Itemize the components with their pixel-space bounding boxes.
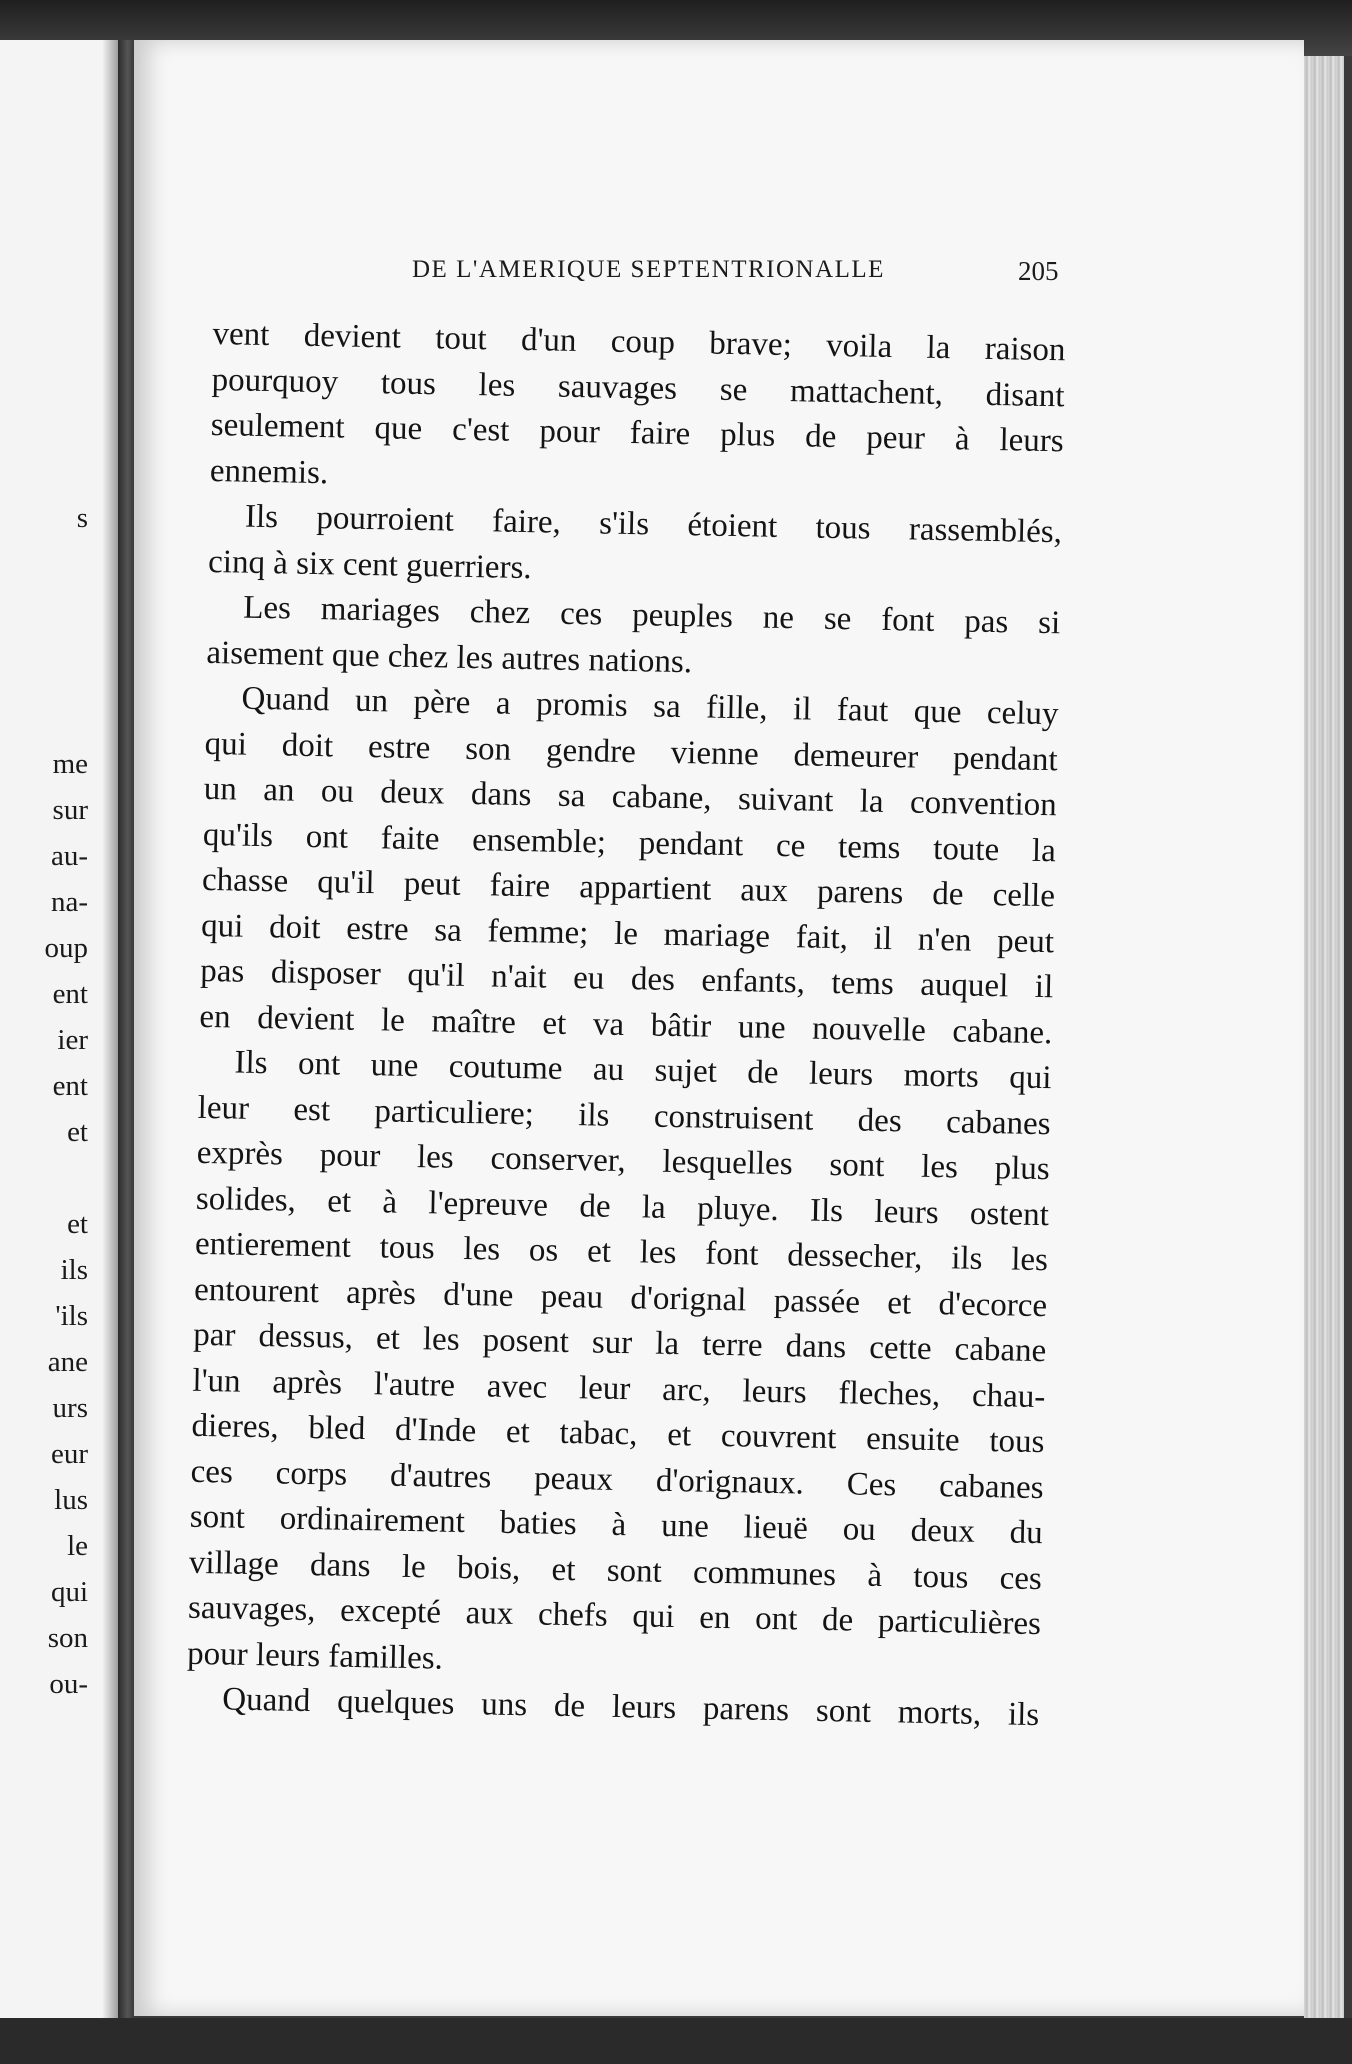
text-line: seulement que c'est pour faire plus de peur à leurs — [210, 406, 1065, 460]
text-line: ennemis. — [209, 452, 329, 491]
running-head: DE L'AMERIQUE SEPTENTRIONALLE — [412, 256, 885, 283]
text-line: Ils pourroient faire, s'ils étoient tous rassemblés, — [244, 498, 1063, 551]
text-line: leur est particuliere; ils construisent des cabanes — [197, 1089, 1051, 1142]
text-line: chasse qu'il peut faire appartient aux parens de celle — [201, 861, 1056, 915]
facing-page-fragment: ane — [47, 1346, 88, 1378]
text-line: Les mariages chez ces peuples ne se font pas si — [242, 589, 1061, 642]
text-line: qu'ils ont faite ensemble; pendant ce tems toute la — [202, 816, 1057, 869]
facing-page-fragment: oup — [44, 932, 88, 964]
facing-page-fragment: le — [67, 1530, 88, 1562]
page-edges — [1304, 56, 1344, 2018]
text-line: dieres, bled d'Inde et tabac, et couvrent ensuite tous — [191, 1407, 1045, 1461]
facing-page-fragment: au- — [50, 840, 88, 872]
text-line: Quand quelques uns de leurs parens sont morts, ils — [222, 1681, 1040, 1734]
text-line: Quand un père a promis sa fille, il faut que celuy — [241, 680, 1059, 733]
facing-page-fragment: eur — [50, 1438, 88, 1470]
gutter-shadow — [102, 40, 118, 2020]
text-line: pas disposer qu'il n'ait eu des enfants, tems auquel il — [200, 952, 1054, 1006]
facing-page-fragment: urs — [52, 1392, 88, 1424]
facing-page-fragment: ils — [60, 1254, 88, 1286]
text-line: entierement tous les os et les font dessecher, ils les — [194, 1225, 1049, 1279]
text-line: vent devient tout d'un coup brave; voila la raison — [212, 315, 1066, 369]
text-line: par dessus, et les posent sur la terre dans cette cabane — [193, 1316, 1047, 1370]
facing-page-fragment: sur — [52, 794, 88, 826]
text-line: pourquoy tous les sauvages se mattachent, disant — [211, 361, 1065, 414]
text-line: sauvages, excepté aux chefs qui en ont de particulières — [187, 1589, 1042, 1643]
facing-page-fragment: 'ils — [55, 1300, 88, 1332]
text-line: exprès pour les conserver, lesquelles sont les plus — [196, 1134, 1051, 1188]
text-line: Ils ont une coutume au sujet de leurs morts qui — [234, 1044, 1052, 1097]
book-spine — [118, 40, 134, 2020]
facing-page-fragment: qui — [50, 1576, 88, 1608]
page-number: 205 — [1018, 256, 1059, 286]
facing-page-fragment: ou- — [49, 1668, 88, 1700]
facing-page-fragment: ier — [57, 1024, 88, 1056]
text-line: solides, et à l'epreuve de la pluye. Ils leurs ostent — [195, 1180, 1050, 1233]
text-line: sont ordinairement baties à une lieuë ou deux du — [189, 1498, 1044, 1552]
facing-page-fragment: s — [76, 502, 88, 534]
text-line: village dans le bois, et sont communes à tous ces — [188, 1544, 1043, 1597]
text-line: entourent après d'une peau d'orignal passée et d'ecorce — [193, 1271, 1048, 1324]
text-line: en devient le maître et va bâtir une nouvelle cabane. — [199, 998, 1053, 1051]
facing-page-fragment: ent — [52, 1070, 88, 1102]
text-line: qui doit estre sa femme; le mariage fait, il n'en peut — [200, 907, 1055, 960]
facing-page-fragment: et — [67, 1208, 88, 1240]
body-text — [186, 312, 1066, 1739]
facing-page-fragment: me — [52, 748, 88, 780]
text-line: qui doit estre son gendre vienne demeurer pendant — [204, 725, 1058, 778]
text-line: l'un après l'autre avec leur arc, leurs fleches, chau- — [192, 1362, 1046, 1415]
facing-page-fragment: ent — [52, 978, 88, 1010]
text-line: cinq à six cent guerriers. — [207, 543, 532, 586]
facing-page-fragment: et — [67, 1116, 88, 1148]
facing-page-fragment: lus — [54, 1484, 88, 1516]
facing-page-fragment: na- — [50, 886, 88, 918]
text-line: un an ou deux dans sa cabane, suivant la convention — [203, 770, 1058, 824]
text-line: aisement que chez les autres nations. — [206, 634, 693, 680]
text-line: pour leurs familles. — [186, 1635, 444, 1677]
facing-page — [0, 40, 118, 2020]
bottom-background — [0, 2018, 1352, 2064]
facing-page-fragment: son — [47, 1622, 88, 1654]
text-line: ces corps d'autres peaux d'orignaux. Ces cabanes — [190, 1453, 1044, 1506]
